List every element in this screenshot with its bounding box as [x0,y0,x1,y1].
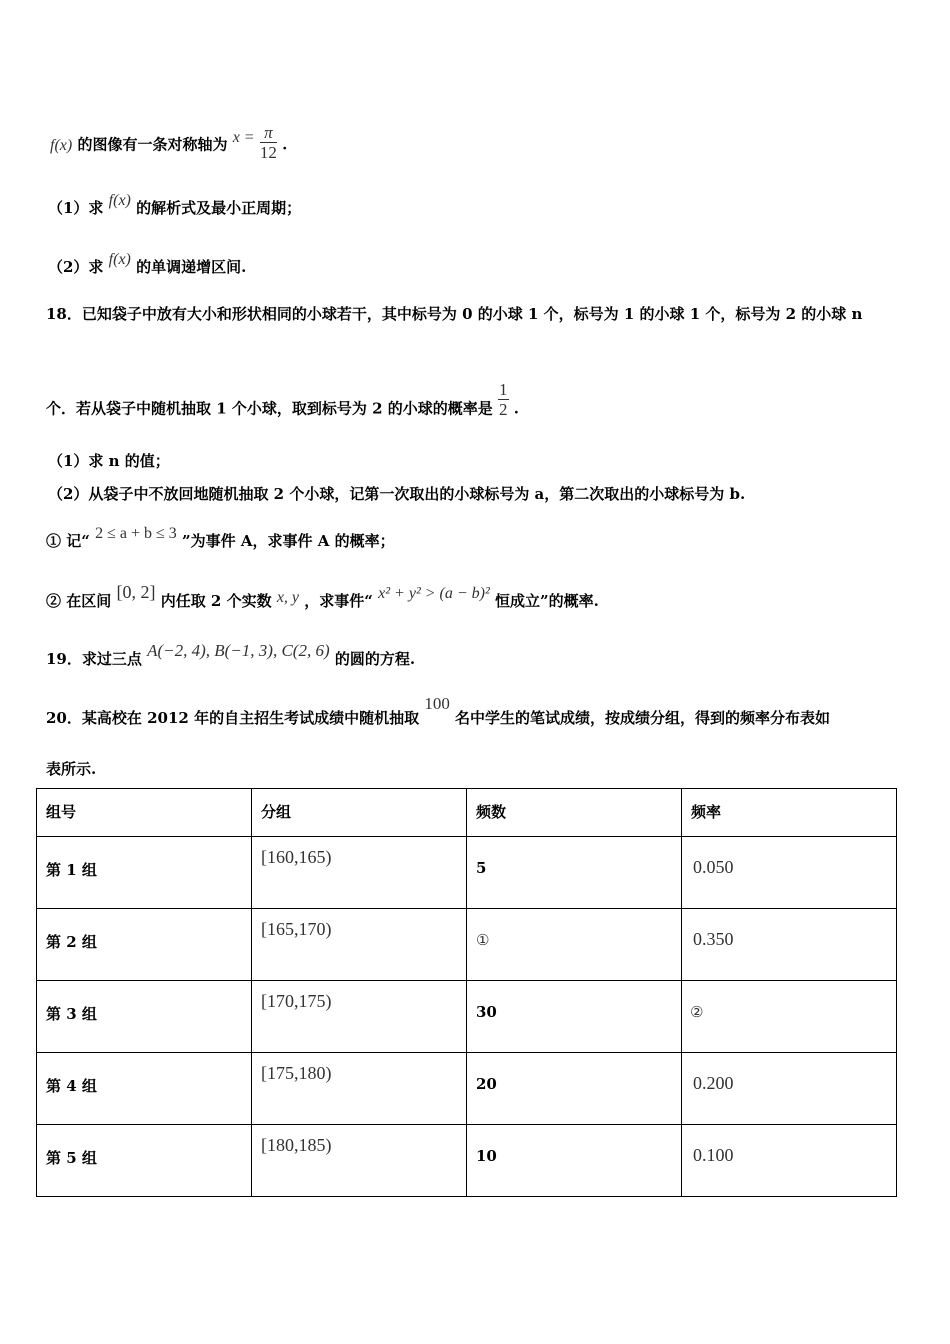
table-row [37,909,897,981]
problem-18-line-2 [46,380,519,429]
interval-value: [180,185) [261,1135,332,1155]
header-frequency: 频率 [691,803,722,821]
event-inequality-math: x² + y² > (a − b)² [378,585,490,602]
problem-19-prefix: 19．求过三点 [46,650,142,668]
variables-math: x, y [276,589,300,606]
count-value: 10 [476,1147,497,1165]
frequency-value: 0.350 [693,929,734,949]
question-label: （1）求 [48,199,104,217]
item-suffix: 恒成立”的概率. [495,592,599,610]
problem-20-prefix: 20．某高校在 2012 年的自主招生考试成绩中随机抽取 [46,709,420,727]
fx-symbol: f(x) [50,136,73,154]
question-text: 的单调递增区间. [136,258,247,276]
symmetry-axis-text: 的图像有一条对称轴为 [77,135,228,154]
three-points-math: A(−2, 4), B(−1, 3), C(2, 6) [147,641,330,660]
table-header-cell [682,789,897,837]
frequency-value: 0.200 [693,1073,734,1093]
pi-over-12-fraction [260,123,277,162]
problem-20-line-2: 表所示. [46,760,97,778]
problem-18-sub-2: （2）从袋子中不放回地随机抽取 2 个小球，记第一次取出的小球标号为 a，第二次取出的小球标号为 b. [48,485,746,503]
question-text: 的解析式及最小正周期； [136,199,302,217]
group-label: 第 4 组 [46,1077,97,1095]
item-prefix: ① 记“ [46,532,90,550]
table-row [37,837,897,909]
item-mid-text: 内任取 2 个实数 [160,592,272,610]
prev-question-2 [48,251,247,278]
problem-18-item-2 [46,582,599,612]
interval-value: [165,170) [261,919,332,939]
header-count: 频数 [476,803,507,821]
table-header-cell [467,789,682,837]
problem-19 [46,641,416,669]
table-header-cell [37,789,252,837]
fraction-numerator: π [260,123,277,143]
period: . [513,399,519,418]
prev-question-1 [48,192,302,219]
question-label: （2）求 [48,258,104,276]
header-grouping: 分组 [261,803,292,821]
interval-value: [170,175) [261,991,332,1011]
item-mid-text-2: ，求事件“ [304,592,373,610]
fx-symbol: f(x) [108,192,131,209]
fraction-denominator: 2 [499,400,508,419]
group-label: 第 5 组 [46,1149,97,1167]
one-half-fraction [498,380,509,419]
table-row [37,1053,897,1125]
group-label: 第 3 组 [46,1005,97,1023]
x-equals: x = [232,128,255,146]
probability-text: 个．若从袋子中随机抽取 1 个小球，取到标号为 2 的小球的概率是 [46,399,493,418]
item-prefix: ② 在区间 [46,592,112,610]
frequency-blank-marker: ② [690,1003,704,1021]
fraction-numerator: 1 [499,380,508,399]
interval-value: [160,165) [261,847,332,867]
problem-20-suffix: 名中学生的笔试成绩，按成绩分组，得到的频率分布表如 [455,709,831,727]
frequency-value: 0.050 [693,857,734,877]
inequality-math: 2 ≤ a + b ≤ 3 [95,525,177,542]
count-value: 5 [476,859,487,877]
count-value: 30 [476,1003,497,1021]
fx-symbol: f(x) [108,251,131,268]
problem-20-line-1 [46,694,831,728]
problem-18-item-1 [46,525,395,552]
table-row [37,981,897,1053]
problem-18-line-1: 18．已知袋子中放有大小和形状相同的小球若干，其中标号为 0 的小球 1 个，标号为 1 的小球 1 个，标号为 2 的小球 n [46,305,863,323]
table-header-row [37,789,897,837]
fraction-denominator: 12 [259,143,277,162]
symmetry-axis-line [50,123,288,165]
interval-math: [0, 2] [116,582,156,602]
sample-count: 100 [424,694,450,713]
frequency-value: 0.100 [693,1145,734,1165]
count-blank-marker: ① [476,931,490,949]
frequency-table [36,788,897,1197]
header-group-number: 组号 [46,803,77,821]
table-row [37,1125,897,1197]
group-label: 第 1 组 [46,861,97,879]
count-value: 20 [476,1075,497,1093]
item-suffix: ”为事件 A，求事件 A 的概率； [182,532,395,550]
group-label: 第 2 组 [46,933,97,951]
problem-19-suffix: 的圆的方程. [334,650,416,668]
table-header-cell [252,789,467,837]
problem-18-sub-1: （1）求 n 的值； [48,452,170,470]
interval-value: [175,180) [261,1063,332,1083]
period: . [282,135,288,154]
